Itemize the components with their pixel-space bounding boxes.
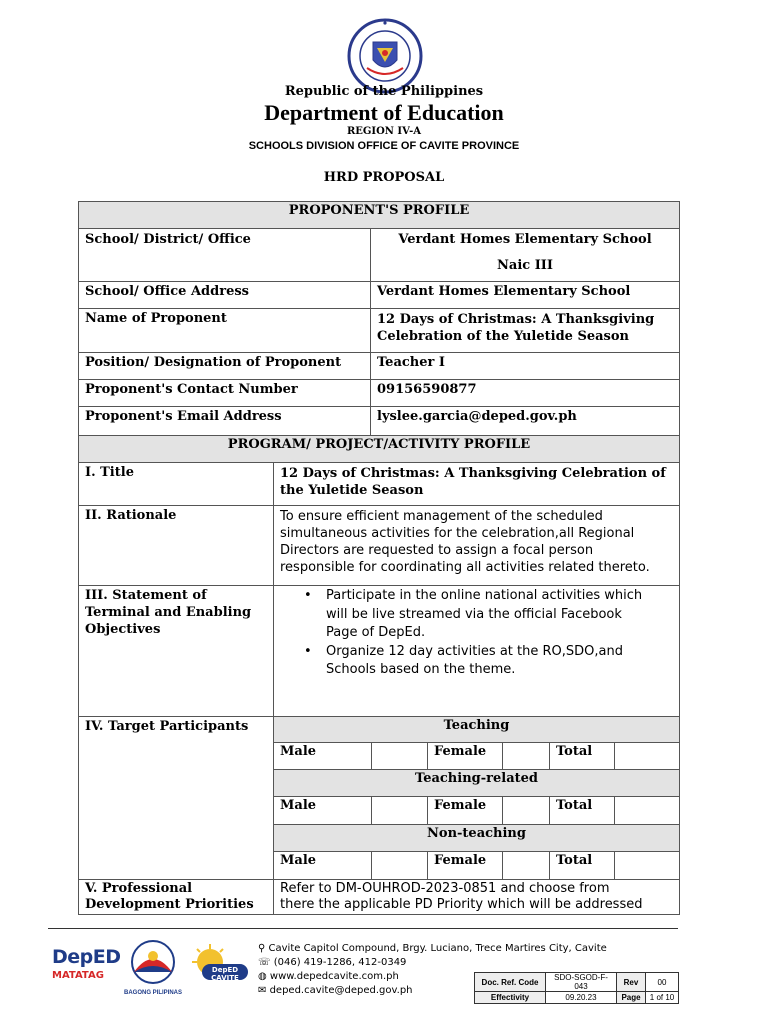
bullet-icon: • bbox=[304, 588, 312, 603]
male-label: Male bbox=[273, 851, 372, 880]
effectivity-value: 09.20.23 bbox=[546, 992, 617, 1004]
female-label: Female bbox=[427, 742, 503, 770]
profile-label-contact: Proponent's Contact Number bbox=[78, 379, 371, 407]
ref-code-label: Doc. Ref. Code bbox=[475, 973, 546, 992]
title-value: 12 Days of Christmas: A Thanksgiving Celebration of the Yuletide Season bbox=[273, 462, 680, 506]
profile-value-contact: 09156590877 bbox=[370, 379, 680, 407]
deped-matatag-logo: DepED MATATAG bbox=[52, 946, 121, 981]
proponent-profile-heading: PROPONENT'S PROFILE bbox=[78, 201, 680, 229]
total-count-cell[interactable] bbox=[614, 742, 680, 770]
profile-value-email: lyslee.garcia@deped.gov.ph bbox=[370, 406, 680, 436]
phone-icon: ☏ bbox=[258, 957, 271, 968]
total-label: Total bbox=[549, 742, 615, 770]
group-teaching-related-heading: Teaching-related bbox=[273, 769, 680, 797]
objective-item: • Organize 12 day activities at the RO,SDO,and Schools based on the theme. bbox=[304, 643, 623, 677]
objectives-list bbox=[273, 585, 680, 717]
deped-seal bbox=[347, 18, 423, 94]
total-label: Total bbox=[549, 851, 615, 880]
male-label: Male bbox=[273, 796, 372, 825]
address-line: ⚲ Cavite Capitol Compound, Brgy. Luciano, Trece Martires City, Cavite bbox=[258, 943, 607, 954]
republic-heading: Republic of the Philippines bbox=[284, 84, 484, 99]
group-non-teaching-heading: Non-teaching bbox=[273, 824, 680, 852]
phone-line: ☏ (046) 419-1286, 412-0349 bbox=[258, 957, 407, 968]
group-teaching-heading: Teaching bbox=[273, 716, 680, 743]
ref-code-value: SDO-SGOD-F-043 bbox=[546, 973, 617, 992]
document-title: HRD PROPOSAL bbox=[323, 170, 445, 185]
rationale-label: II. Rationale bbox=[78, 505, 274, 586]
female-label: Female bbox=[427, 796, 503, 825]
division-heading: SCHOOLS DIVISION OFFICE OF CAVITE PROVINCE bbox=[248, 140, 520, 152]
email-line[interactable]: ✉ deped.cavite@deped.gov.ph bbox=[258, 985, 413, 996]
globe-icon: ◍ bbox=[258, 971, 267, 982]
male-count-cell[interactable] bbox=[371, 796, 428, 825]
page-label: Page bbox=[617, 992, 646, 1004]
bagong-pilipinas-logo: BAGONG PILIPINAS bbox=[120, 938, 186, 998]
male-label: Male bbox=[273, 742, 372, 770]
location-pin-icon: ⚲ bbox=[258, 943, 266, 954]
female-count-cell[interactable] bbox=[502, 742, 550, 770]
profile-value-position: Teacher I bbox=[370, 352, 680, 380]
male-count-cell[interactable] bbox=[371, 851, 428, 880]
website-line[interactable]: ◍ www.depedcavite.com.ph bbox=[258, 971, 399, 982]
region-heading: REGION IV-A bbox=[346, 126, 422, 137]
page-value: 1 of 10 bbox=[646, 992, 679, 1004]
bullet-icon: • bbox=[304, 643, 312, 659]
footer-divider bbox=[48, 928, 678, 929]
total-count-cell[interactable] bbox=[614, 796, 680, 825]
pd-priorities-text: Refer to DM-OUHROD-2023-0851 and choose from there the applicable PD Priority which will be addressed bbox=[273, 879, 680, 915]
pd-priorities-label: V. Professional Development Priorities bbox=[78, 879, 274, 915]
profile-label-proponent-name: Name of Proponent bbox=[78, 308, 371, 353]
rev-label: Rev bbox=[617, 973, 646, 992]
envelope-icon: ✉ bbox=[258, 985, 267, 996]
profile-label-email: Proponent's Email Address bbox=[78, 406, 371, 436]
participants-label: IV. Target Participants bbox=[78, 716, 274, 880]
male-count-cell[interactable] bbox=[371, 742, 428, 770]
effectivity-label: Effectivity bbox=[475, 992, 546, 1004]
profile-value-address: Verdant Homes Elementary School bbox=[370, 281, 680, 309]
objective-item: • Participate in the online national activities which will be live streamed via the official Facebook Page of DepEd. bbox=[304, 588, 643, 640]
profile-value-school: Verdant Homes Elementary School Naic III bbox=[370, 228, 680, 282]
title-label: I. Title bbox=[78, 462, 274, 506]
rev-value: 00 bbox=[646, 973, 679, 992]
total-label: Total bbox=[549, 796, 615, 825]
profile-label-school: School/ District/ Office bbox=[78, 228, 371, 282]
profile-label-position: Position/ Designation of Proponent bbox=[78, 352, 371, 380]
department-heading: Department of Education bbox=[264, 100, 504, 125]
profile-label-address: School/ Office Address bbox=[78, 281, 371, 309]
female-count-cell[interactable] bbox=[502, 851, 550, 880]
female-label: Female bbox=[427, 851, 503, 880]
rationale-text: To ensure efficient management of the scheduled simultaneous activities for the celebration,all Regional Directors are requested to assign a focal person responsible for coordinating all activities related thereto. bbox=[273, 505, 680, 586]
program-profile-heading: PROGRAM/ PROJECT/ACTIVITY PROFILE bbox=[78, 435, 680, 463]
total-count-cell[interactable] bbox=[614, 851, 680, 880]
female-count-cell[interactable] bbox=[502, 796, 550, 825]
document-control-table bbox=[474, 972, 679, 1004]
objectives-label: III. Statement of Terminal and Enabling Objectives bbox=[78, 585, 274, 717]
profile-value-proponent-name: 12 Days of Christmas: A Thanksgiving Celebration of the Yuletide Season bbox=[370, 308, 680, 353]
deped-cavite-logo: DepED CAVITE bbox=[188, 944, 250, 988]
